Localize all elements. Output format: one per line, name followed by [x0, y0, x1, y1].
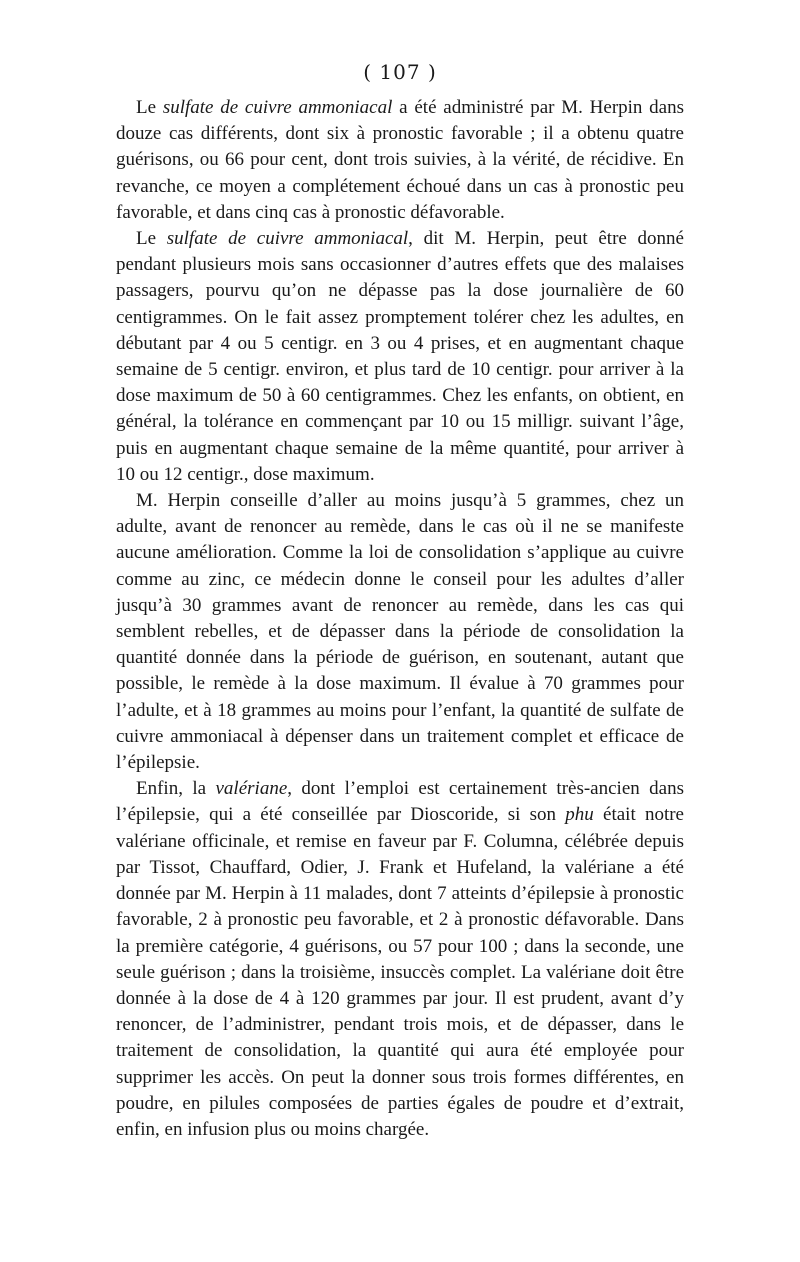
italic-term: sulfate de cuivre ammoniacal	[166, 228, 409, 250]
body-text	[116, 95, 684, 1143]
italic-term: valériane	[215, 778, 288, 800]
paragraph-text: , dont l’emploi est certainement très-ancien dans l’épilepsie, qui a été conseillée par Dioscoride, si son	[116, 778, 684, 826]
page-number: ( 107 )	[363, 60, 437, 84]
paragraph-sulfate-dosage	[116, 226, 684, 488]
paragraph-lead: Enfin, la	[136, 778, 216, 800]
paragraph-sulfate-cases	[116, 95, 684, 226]
paragraph-text: , dit M. Herpin, peut être donné pendant plusieurs mois sans occasionner d’autres effets que des malaises passagers, pourvu qu’on ne dépasse pas la dose journalière de 60 centigrammes. On le fait assez promptement tolérer chez les adultes, en débutant par 4 ou 5 centigr. en 3 ou 4 prises, et en augmentant chaque semaine de 5 centigr. environ, et plus tard de 10 centigr. pour arriver à la dose maximum de 50 à 60 centigrammes. Chez les enfants, on obtient, en général, la tolérance en commençant par 10 ou 15 milligr. suivant l’âge, puis en augmentant chaque semaine de la même quantité, pour arriver à 10 ou 12 centigr., dose maximum.	[116, 228, 684, 485]
paragraph-herpin-advice	[116, 488, 684, 776]
paragraph-valeriane	[116, 776, 684, 1143]
paragraph-text: était notre valériane officinale, et remise en faveur par F. Columna, célébrée depuis par Tissot, Chauffard, Odier, J. Frank et Hufeland, la valériane a été donnée par M. Herpin à 11 malades, dont 7 atteints d’épilepsie à pronostic favorable, 2 à pronostic peu favorable, et 2 à pronostic défavorable. Dans la première catégorie, 4 guérisons, ou 57 pour 100 ; dans la seconde, une seule guérison ; dans la troisième, insuccès complet. La valériane doit être donnée à la dose de 4 à 120 grammes par jour. Il est prudent, avant d’y renoncer, de l’administrer, pendant trois mois, et de dépasser, dans le traitement de consolidation, la quantité qui aura été employée pour supprimer les accès. On peut la donner sous trois formes différentes, en poudre, en pilules composées de parties égales de poudre et d’extrait, enfin, en infusion plus ou moins chargée.	[116, 804, 684, 1140]
italic-term: sulfate de cuivre ammoniacal	[162, 97, 393, 118]
paragraph-text: a été administré par M. Herpin dans douze cas différents, dont six à pronostic favorable ; il a obtenu quatre guérisons, ou 66 pour cent, dont trois suivies, à la vérité, de récidive. En revanche, ce moyen a complétement échoué dans un cas à pronostic peu favorable, et dans cinq cas à pronostic défavorable.	[116, 97, 685, 223]
italic-term: phu	[565, 804, 594, 826]
paragraph-lead: Le	[136, 97, 163, 118]
paragraph-text: M. Herpin conseille d’aller au moins jusqu’à 5 grammes, chez un adulte, avant de renoncer au remède, dans le cas où il ne se manifeste aucune amélioration. Comme la loi de consolidation s’applique au cuivre comme au zinc, ce médecin donne le conseil pour les adultes d’aller jusqu’à 30 grammes avant de renoncer au remède, dans les cas qui semblent rebelles, et de dépasser dans la période de consolidation la quantité donnée dans la période de guérison, en soutenant, autant que possible, le remède à la dose maximum. Il évalue à 70 grammes pour l’adulte, et à 18 grammes au moins pour l’enfant, la quantité de sulfate de cuivre ammoniacal à dépenser dans un traitement complet et efficace de l’épilepsie.	[116, 490, 684, 774]
paragraph-lead: Le	[136, 228, 167, 250]
